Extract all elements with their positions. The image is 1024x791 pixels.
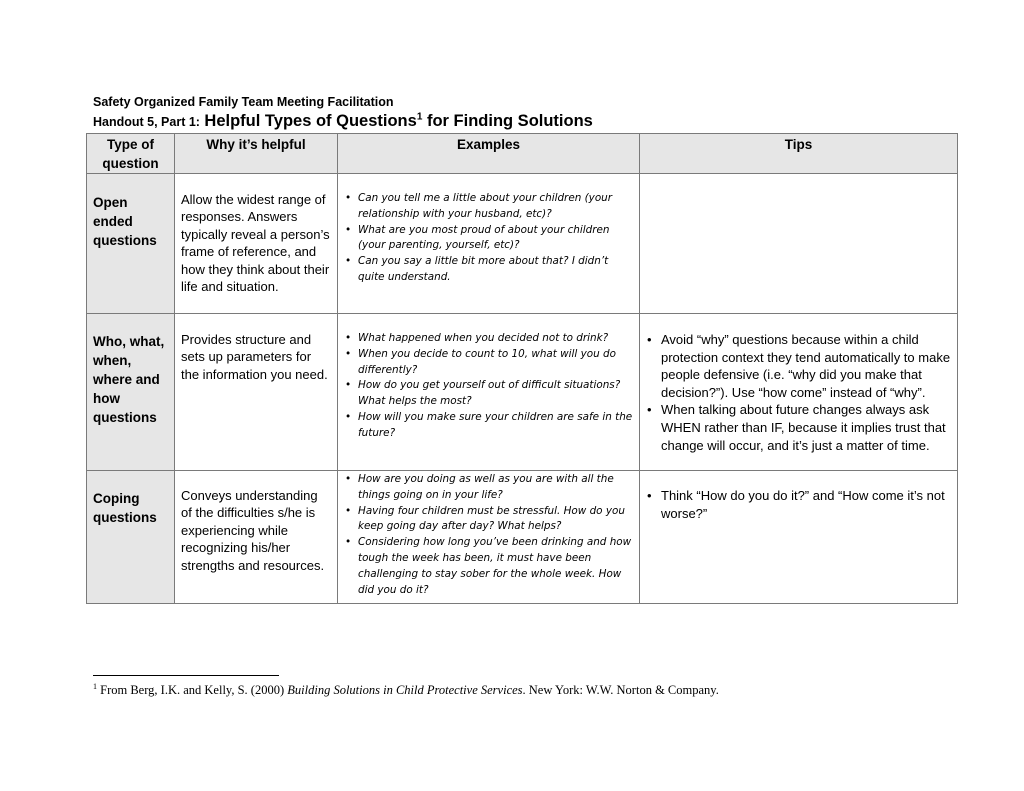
example-item: • When you decide to count to 10, what will you do differently?	[344, 347, 633, 379]
table-header-row	[87, 134, 958, 174]
page-header	[93, 93, 593, 132]
example-item: • Can you say a little bit more about that? I didn’t quite understand.	[344, 254, 633, 286]
examples-list	[344, 472, 633, 598]
tips-list	[646, 487, 951, 522]
document-subtitle: Safety Organized Family Team Meeting Facilitation	[93, 95, 394, 109]
example-item: • What happened when you decided not to drink?	[344, 331, 633, 347]
handout-heading	[93, 111, 593, 132]
question-type: Who, what, when, where and how questions	[87, 314, 175, 471]
question-type: Coping questions	[87, 471, 175, 604]
examples-cell	[338, 314, 640, 471]
example-item: • Having four children must be stressful. How do you keep going day after day? What helps?	[344, 504, 633, 536]
col-header-tips: Tips	[640, 134, 958, 174]
footnote-prefix: From Berg, I.K. and Kelly, S. (2000)	[97, 683, 288, 697]
tips-cell	[640, 471, 958, 604]
tips-list	[646, 331, 951, 454]
question-types-table	[86, 133, 958, 604]
footnote-marker: 1	[93, 681, 97, 691]
handout-title-main: Helpful Types of Questions	[204, 112, 417, 130]
col-header-examples: Examples	[338, 134, 640, 174]
examples-list	[344, 331, 633, 442]
tip-item: • When talking about future changes always ask WHEN rather than IF, because it implies trust that change will occur, and it’s just a matter of time.	[646, 401, 951, 454]
examples-cell	[338, 471, 640, 604]
tips-cell-empty	[640, 174, 958, 314]
col-header-type: Type of question	[87, 134, 175, 174]
table-row	[87, 174, 958, 314]
footnote-book-title: Building Solutions in Child Protective Services	[287, 683, 523, 697]
handout-title-rest: for Finding Solutions	[422, 112, 593, 130]
footnote	[93, 682, 719, 698]
footnote-ref[interactable]: 1	[416, 111, 423, 123]
handout-title	[204, 112, 592, 130]
examples-cell	[338, 174, 640, 314]
col-header-why: Why it’s helpful	[175, 134, 338, 174]
example-item: • What are you most proud of about your children (your parenting, yourself, etc)?	[344, 223, 633, 255]
why-helpful: Allow the widest range of responses. Answers typically reveal a person’s frame of reference, and how they think about their life and situation.	[175, 174, 338, 314]
table-row	[87, 314, 958, 471]
example-item: • Considering how long you’ve been drinking and how tough the week has been, it must have been challenging to stay sober for the whole week. How did you do it?	[344, 535, 633, 598]
table-row	[87, 471, 958, 604]
example-item: • How will you make sure your children are safe in the future?	[344, 410, 633, 442]
footnote-suffix: . New York: W.W. Norton & Company.	[522, 683, 719, 697]
handout-label: Handout 5, Part 1:	[93, 115, 200, 129]
footnote-divider	[93, 675, 279, 676]
question-type: Open ended questions	[87, 174, 175, 314]
why-helpful: Conveys understanding of the difficulties s/he is experiencing while recognizing his/her strengths and resources.	[175, 471, 338, 604]
example-item: • How do you get yourself out of difficult situations? What helps the most?	[344, 378, 633, 410]
tips-cell	[640, 314, 958, 471]
example-item: • How are you doing as well as you are with all the things going on in your life?	[344, 472, 633, 504]
tip-item: • Think “How do you do it?” and “How come it’s not worse?”	[646, 487, 951, 522]
examples-list	[344, 191, 633, 286]
why-helpful: Provides structure and sets up parameters for the information you need.	[175, 314, 338, 471]
tip-item: • Avoid “why” questions because within a child protection context they tend automatically to make people defensive (i.e. “why did you make that decision?”). Use “how come” instead of “why”.	[646, 331, 951, 401]
example-item: • Can you tell me a little about your children (your relationship with your husband, etc)?	[344, 191, 633, 223]
